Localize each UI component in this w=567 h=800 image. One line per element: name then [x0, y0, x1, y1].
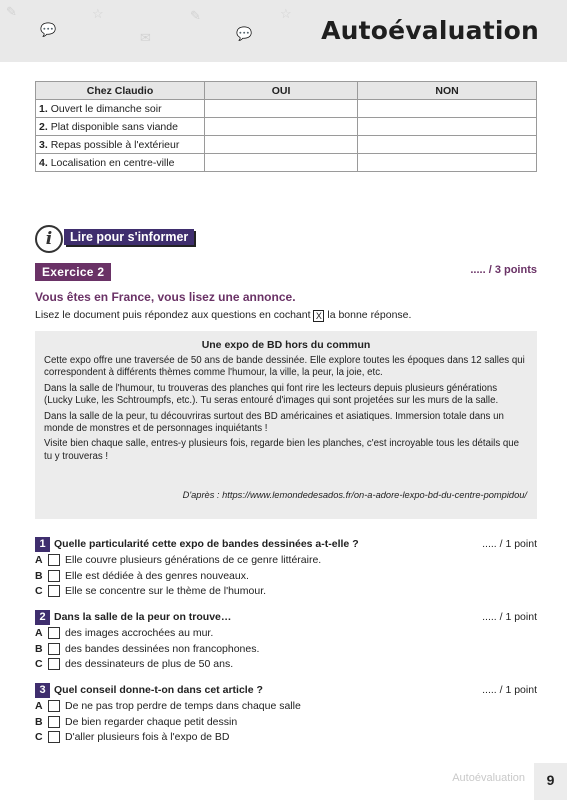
document-body — [44, 355, 528, 466]
speech-bubble-doodle-icon: 💬 — [236, 26, 253, 41]
question-2 — [35, 610, 537, 673]
row-number: 1. — [39, 102, 48, 115]
question-points: ..... / 1 point — [482, 684, 537, 696]
envelope-doodle-icon: ✉ — [140, 30, 151, 45]
option-letter: B — [35, 642, 43, 655]
non-cell[interactable] — [358, 118, 537, 136]
question-number: 2 — [35, 610, 50, 625]
oui-cell[interactable] — [205, 118, 358, 136]
speech-bubble-doodle-icon: 💬 — [40, 22, 57, 37]
document-source: D'après : https://www.lemondedesados.fr/on-a-adore-lexpo-bd-du-centre-pompidou/ — [182, 490, 527, 500]
table-row — [36, 154, 537, 172]
document-paragraph: Visite bien chaque salle, entres-y plusieurs fois, regarde bien les planches, c'est incroyable tous les détails que tu y trouveras ! — [44, 438, 520, 462]
exercise-intro: Vous êtes en France, vous lisez une annonce. — [35, 290, 296, 304]
checkbox[interactable] — [48, 700, 60, 712]
question-points: ..... / 1 point — [482, 538, 537, 550]
checkbox[interactable] — [48, 627, 60, 639]
page-title: Autoévaluation — [321, 16, 539, 45]
document-title: Une expo de BD hors du commun — [201, 339, 371, 351]
instructions-text: Lisez le document puis répondez aux questions en cochant — [35, 309, 311, 321]
exercise-instructions — [35, 309, 411, 322]
question-text: Quel conseil donne-t-on dans cet article ? — [54, 684, 263, 696]
option-text: des bandes dessinées non francophones. — [65, 642, 260, 655]
question-points: ..... / 1 point — [482, 611, 537, 623]
row-label: Localisation en centre-ville — [50, 156, 175, 169]
option-text: des dessinateurs de plus de 50 ans. — [65, 658, 234, 670]
pencil-doodle-icon: ✎ — [190, 8, 201, 23]
answer-option[interactable] — [35, 730, 537, 746]
row-label: Repas possible à l'extérieur — [50, 138, 180, 151]
evaluation-table — [35, 81, 537, 172]
answer-option[interactable] — [35, 553, 537, 569]
question-text: Quelle particularité cette expo de bandes dessinées a-t-elle ? — [54, 538, 359, 550]
table-row — [36, 100, 537, 118]
page-number: 9 — [534, 763, 567, 800]
option-letter: A — [35, 554, 43, 566]
star-doodle-icon: ☆ — [92, 6, 104, 21]
answer-option[interactable] — [35, 642, 537, 658]
row-label: Ouvert le dimanche soir — [50, 102, 162, 115]
answer-option[interactable] — [35, 584, 537, 600]
section-label: Lire pour s'informer — [64, 229, 194, 245]
question-1 — [35, 537, 537, 600]
checked-box-icon: X — [313, 310, 324, 322]
option-letter: C — [35, 585, 43, 597]
answer-option[interactable] — [35, 626, 537, 642]
row-number: 3. — [39, 138, 48, 151]
info-icon: i — [35, 225, 63, 253]
document-box — [35, 331, 537, 519]
answer-option[interactable] — [35, 657, 537, 673]
oui-cell[interactable] — [205, 154, 358, 172]
question-text: Dans la salle de la peur on trouve… — [54, 611, 232, 623]
non-cell[interactable] — [358, 136, 537, 154]
checkbox[interactable] — [48, 716, 60, 728]
instructions-text-end: la bonne réponse. — [327, 309, 412, 321]
checkbox[interactable] — [48, 643, 60, 655]
column-header: OUI — [205, 82, 358, 100]
option-letter: B — [35, 569, 43, 582]
checkbox[interactable] — [48, 731, 60, 743]
star-doodle-icon: ☆ — [280, 6, 292, 21]
option-text: Elle est dédiée à des genres nouveaux. — [65, 569, 249, 582]
pencil-doodle-icon: ✎ — [6, 4, 17, 19]
document-paragraph: Cette expo offre une traversée de 50 ans de bande dessinée. Elle explore toutes les époques dans 12 salles qui correspondent à différents thèmes comme l'humour, la ville, la peur, la joie, etc. — [44, 355, 525, 379]
table-row — [36, 136, 537, 154]
option-text: des images accrochées au mur. — [65, 627, 214, 639]
checkbox[interactable] — [48, 658, 60, 670]
question-3 — [35, 683, 537, 746]
option-text: Elle se concentre sur le thème de l'humour. — [65, 585, 267, 597]
footer-label: Autoévaluation — [452, 772, 525, 784]
exercise-badge: Exercice 2 — [35, 263, 111, 281]
exercise-points: ..... / 3 points — [470, 264, 537, 276]
checkbox[interactable] — [48, 554, 60, 566]
answer-option[interactable] — [35, 715, 537, 731]
question-number: 1 — [35, 537, 50, 552]
option-letter: B — [35, 715, 43, 728]
table-row — [36, 118, 537, 136]
row-number: 2. — [39, 120, 48, 133]
non-cell[interactable] — [358, 154, 537, 172]
document-paragraph: Dans la salle de l'humour, tu trouveras des planches qui font rire les lecteurs depuis plusieurs générations (Lucky Luke, les Schtroumpfs, etc.). Tu seras entouré d'images qui sont projetées sur les murs de la salle. — [44, 382, 499, 407]
option-text: De ne pas trop perdre de temps dans chaque salle — [65, 700, 301, 712]
option-text: De bien regarder chaque petit dessin — [65, 715, 238, 728]
non-cell[interactable] — [358, 100, 537, 118]
question-number: 3 — [35, 683, 50, 698]
column-header: Chez Claudio — [36, 82, 205, 100]
row-label: Plat disponible sans viande — [50, 120, 178, 133]
option-letter: A — [35, 627, 43, 639]
oui-cell[interactable] — [205, 136, 358, 154]
checkbox[interactable] — [48, 570, 60, 582]
header-banner — [0, 0, 567, 62]
option-letter: C — [35, 658, 43, 670]
checkbox[interactable] — [48, 585, 60, 597]
option-text: D'aller plusieurs fois à l'expo de BD — [65, 731, 230, 743]
answer-option[interactable] — [35, 699, 537, 715]
row-number: 4. — [39, 156, 48, 169]
option-letter: A — [35, 700, 43, 712]
document-paragraph: Dans la salle de la peur, tu découvriras surtout des BD américaines et asiatiques. Immersion totale dans un monde de monstres et de personnages inquiétants ! — [44, 410, 504, 435]
answer-option[interactable] — [35, 569, 537, 585]
option-letter: C — [35, 731, 43, 743]
oui-cell[interactable] — [205, 100, 358, 118]
option-text: Elle couvre plusieurs générations de ce genre littéraire. — [65, 554, 322, 566]
column-header: NON — [358, 82, 537, 100]
